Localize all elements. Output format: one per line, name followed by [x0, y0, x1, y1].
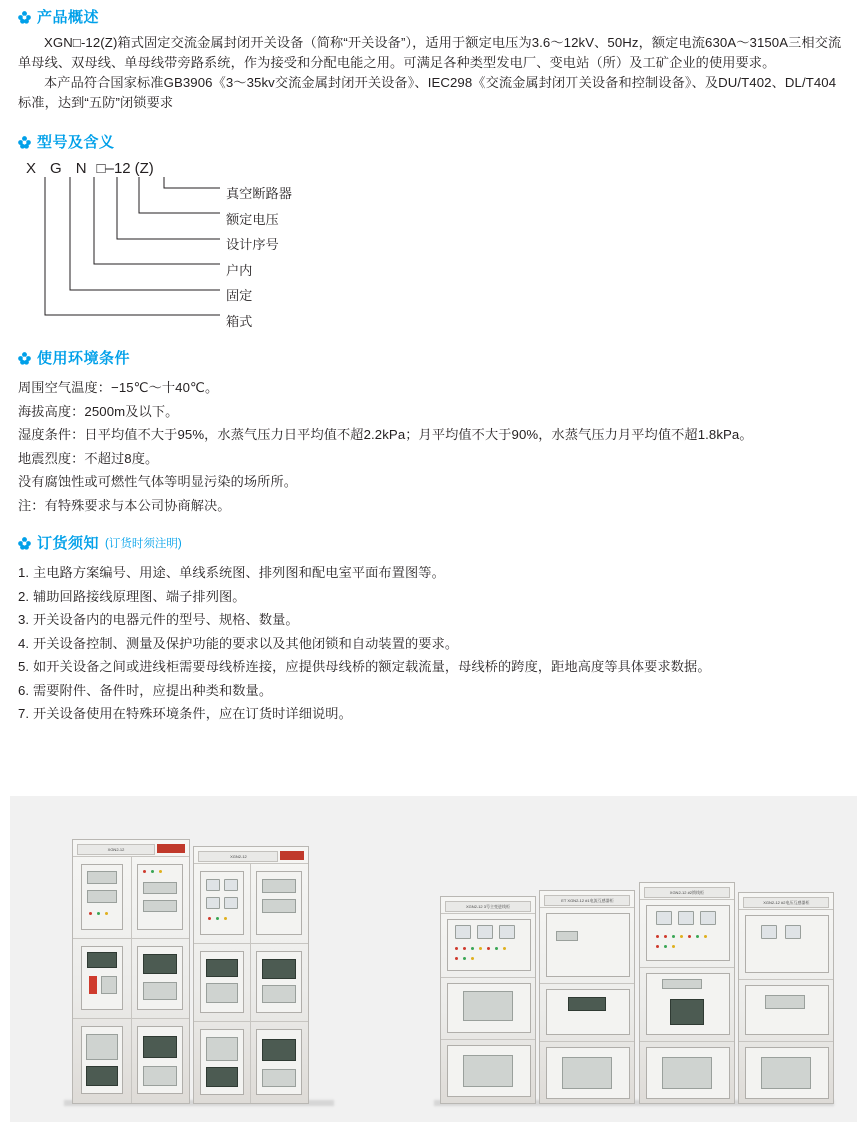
cabinet-top-label: XGN2-12 3号主变进线柜	[445, 901, 531, 912]
cabinet-photo-right	[440, 882, 834, 1104]
flower-bullet-icon	[18, 11, 31, 24]
flower-bullet-icon	[18, 136, 31, 149]
cabinet-top-label: ET XGN2-12 #1电流互感器柜	[544, 895, 630, 906]
cabinet-unit	[440, 896, 536, 1104]
model-char-g: G	[50, 160, 62, 177]
model-char-z: (Z)	[134, 160, 154, 177]
overview-body	[18, 33, 849, 113]
order-item-3: 3. 开关设备内的电器元件的型号、规格、数量。	[18, 612, 299, 627]
section-subtitle-order: (订货时须注明)	[105, 538, 182, 550]
model-label-1: 真空断路器	[226, 186, 292, 201]
section-title-order: 订货须知	[37, 534, 100, 552]
order-item-1: 1. 主电路方案编号、用途、单线系统图、排列图和配电室平面布置图等。	[18, 565, 445, 580]
order-item-4: 4. 开关设备控制、测量及保护功能的要求以及其他闭锁和自动装置的要求。	[18, 635, 459, 651]
model-char-12: 12	[113, 160, 131, 177]
cabinet-top-label: XGN2-12	[77, 844, 155, 855]
model-code-diagram	[18, 160, 849, 335]
environment-line-5: 没有腐蚀性或可燃性气体等明显污染的场所所。	[18, 474, 298, 489]
order-item-7: 7. 开关设备使用在特殊环境条件，应在订货时详细说明。	[18, 706, 352, 721]
model-char-n: N	[75, 160, 87, 177]
model-label-list	[226, 181, 292, 334]
section-heading-model	[18, 135, 849, 150]
model-label-3: 设计序号	[226, 237, 279, 252]
cabinet-photo-left	[72, 839, 309, 1104]
section-heading-environment	[18, 351, 849, 366]
flower-bullet-icon	[18, 352, 31, 365]
cabinet-top-label: XGN2-12 #2馈线柜	[644, 887, 730, 898]
section-title-overview: 产品概述	[37, 9, 100, 26]
order-item-6: 6. 需要附件、备件时，应提出种类和数量。	[18, 682, 273, 698]
order-item-5: 5. 如开关设备之间或进线柜需要母线桥连接，应提供母线桥的额定载流量，母线桥的跨度，距地高度等具体要求数据。	[18, 659, 711, 674]
environment-line-3: 湿度条件：日平均值不大于95%，水蒸气压力日平均值不超2.2kPa；月平均值不大于90%，水蒸气压力月平均值不超1.8kPa。	[18, 427, 753, 442]
environment-line-4: 地震烈度：不超过8度。	[18, 450, 159, 466]
overview-paragraph-2: 本产品符合国家标准GB3906《3～35kv交流金属封闭开关设备》、IEC298《交流金属封闭丌关设备和控制设备》、及DU/T402、DL/T404标准，达到“五防”闭锁要求	[18, 75, 837, 110]
environment-body	[18, 376, 849, 517]
cabinet-unit	[639, 882, 735, 1104]
overview-paragraph-1: XGN□-12(Z)箱式固定交流金属封闭开关设备（简称“开关设备”），适用于额定电压为3.6～12kV、50Hz，额定电流630A～3150A三相交流单母线、双母线、单母线带旁路系统，作为接受和分配电能之用。可满足各种类型发电厂、变电站（所）及工矿企业的使用要求。	[18, 35, 842, 70]
flower-bullet-icon	[18, 537, 31, 550]
model-label-6: 箱式	[226, 313, 253, 329]
model-label-5: 固定	[226, 288, 253, 303]
model-char-box: □	[96, 160, 106, 177]
environment-line-2: 海拔高度：2500m及以下。	[18, 403, 179, 419]
cabinet-unit	[738, 892, 834, 1104]
order-item-2: 2. 辅助回路接线原理图、端子排列图。	[18, 588, 246, 604]
cabinet-unit	[193, 846, 309, 1104]
section-heading-order	[18, 535, 849, 551]
cabinet-top-label: XGN2-12 #2电压互感器柜	[743, 897, 829, 908]
model-char-dash: –	[105, 160, 114, 177]
section-title-model: 型号及含义	[37, 134, 115, 151]
environment-line-1: 周围空气温度：−15℃～十40℃。	[18, 380, 219, 395]
section-heading-overview	[18, 10, 849, 25]
cabinet-top-label: XGN2-12	[198, 851, 278, 862]
section-title-environment: 使用环境条件	[37, 350, 131, 367]
cabinet-unit	[72, 839, 190, 1104]
cabinet-accent-strip	[280, 851, 304, 860]
document-page	[0, 10, 867, 1132]
cabinet-accent-strip	[157, 844, 185, 853]
product-photo-band	[10, 796, 857, 1122]
cabinet-unit	[539, 890, 635, 1104]
model-label-2: 额定电压	[226, 211, 279, 227]
environment-line-6: 注：有特殊要求与本公司协商解决。	[18, 497, 231, 513]
model-char-x: X	[26, 160, 37, 177]
model-label-4: 户内	[226, 262, 253, 278]
order-body	[18, 561, 849, 726]
